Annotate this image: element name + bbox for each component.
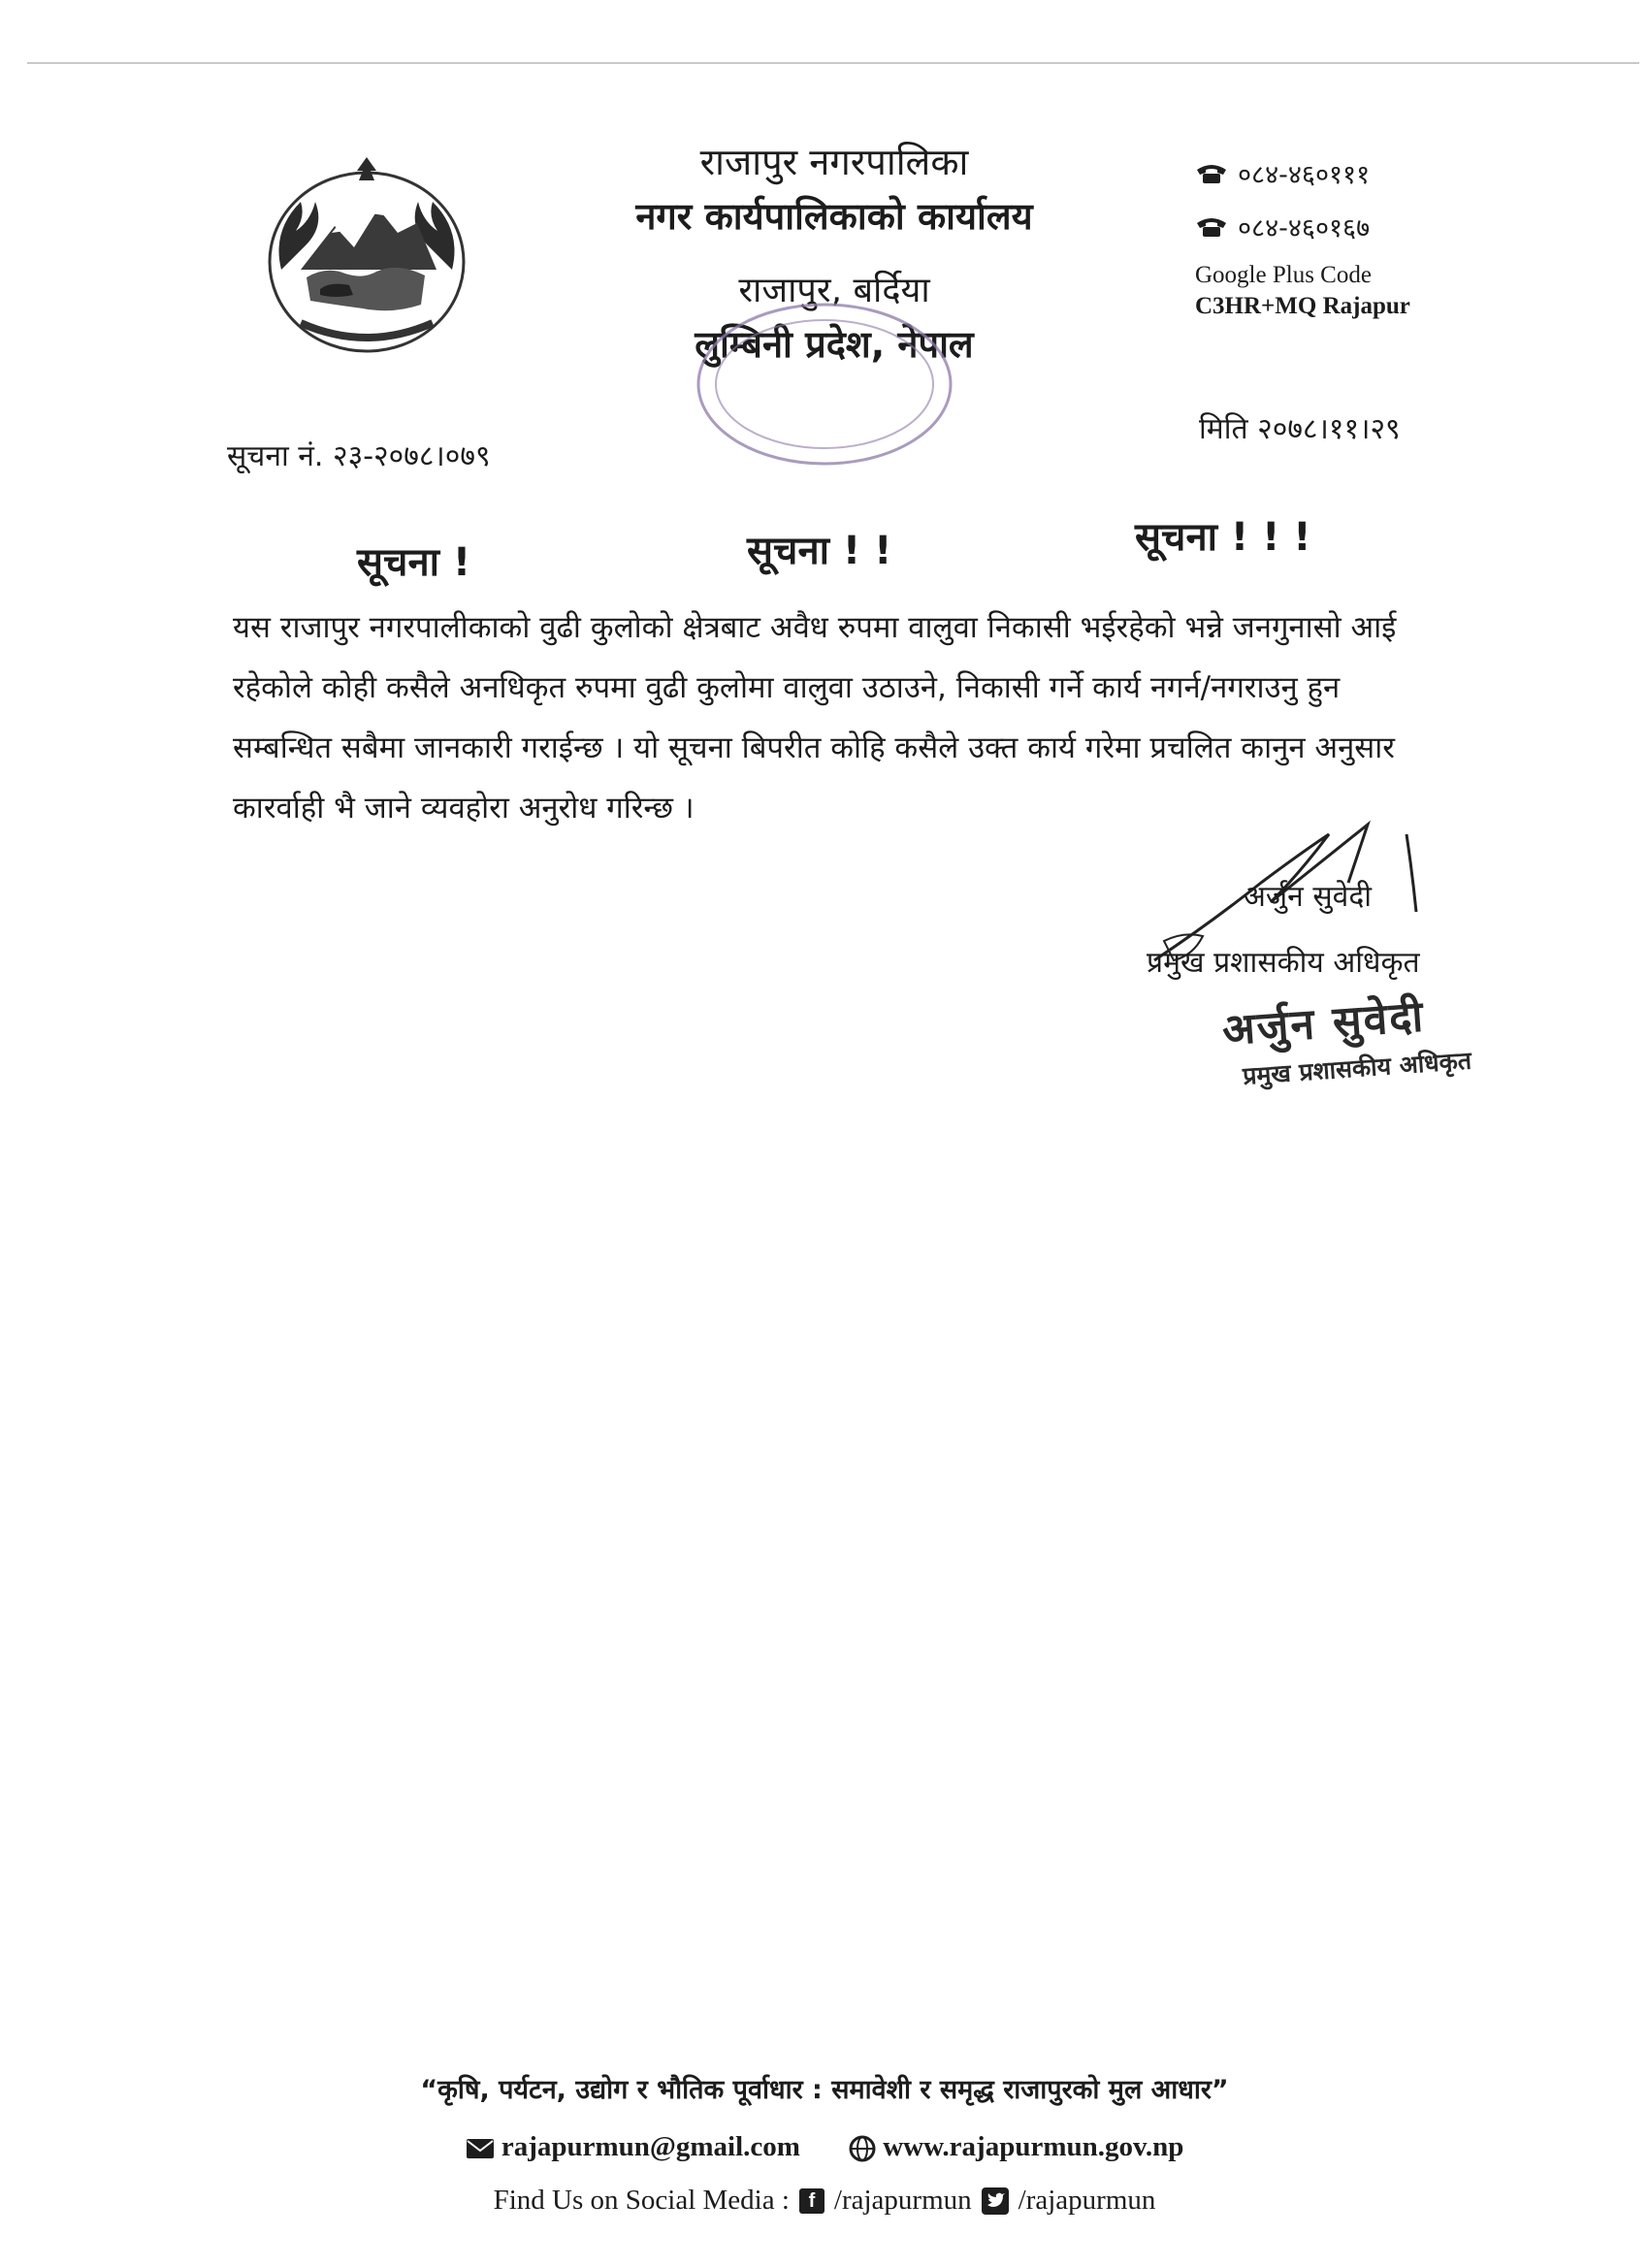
office-name: नगर कार्यपालिकाको कार्यालय [635,195,1033,238]
seal-title: प्रमुख प्रशासकीय अधिकृत [1242,1046,1472,1090]
office-location: राजापुर, बर्दिया [738,271,930,310]
email-contact[interactable] [466,2131,800,2163]
body-line: यस राजापुर नगरपालीकाको वुढी कुलोको क्षेत्रबाट अवैध रुपमा वालुवा निकासी भईरहेको भन्ने जनगुनासो आई [233,610,1397,645]
facebook-handle[interactable]: /rajapurmun [833,2185,972,2216]
phone-line-1 [1195,155,1564,191]
phone-number-2: ०८४-४६०१६७ [1238,213,1371,243]
top-rule [27,62,1639,64]
phone-number-1: ०८४-४६०१११ [1238,160,1371,190]
plus-code-label: Google Plus Code [1195,262,1372,288]
twitter-handle[interactable]: /rajapurmun [1018,2185,1156,2216]
seal-name: अर्जुन सुवेदी [1220,991,1427,1055]
website-url: www.rajapurmun.gov.np [883,2131,1184,2162]
notice-heading-2: सूचना ! ! [747,529,892,573]
footer-social [291,2185,1358,2217]
plus-code: C3HR+MQ Rajapur [1195,293,1410,319]
phone-icon [1195,215,1228,239]
contact-block [1195,155,1564,320]
notice-heading-3: सूचना ! ! ! [1135,515,1311,560]
website-link[interactable] [849,2131,1183,2163]
body-line: रहेकोले कोही कसैले अनधिकृत रुपमा वुढी कुलोमा वालुवा उठाउने, निकासी गर्ने कार्य नगर्न/नगराउनु हुन [233,670,1341,705]
body-line: कारर्वाही भै जाने व्यवहोरा अनुरोध गरिन्छ । [233,791,695,826]
signatory-name: अर्जुन सुवेदी [1244,880,1373,914]
office-province: लुम्बिनी प्रदेश, नेपाल [695,323,974,366]
globe-icon [849,2135,876,2162]
office-stamp-icon [679,287,970,481]
facebook-icon: f [799,2188,824,2214]
email-address: rajapurmun@gmail.com [501,2131,800,2162]
municipality-name: राजापुर नगरपालिका [699,141,969,183]
reference-number: सूचना नं. २३-२०७८।०७९ [227,439,491,473]
footer [291,2070,1358,2217]
envelope-icon [466,2138,495,2159]
footer-slogan: “कृषि, पर्यटन, उद्योग र भौतिक पूर्वाधार : समावेशी र समृद्ध राजापुरको मुल आधार” [420,2075,1229,2105]
twitter-icon [982,2187,1009,2215]
notice-heading-1: सूचना ! [357,540,471,585]
footer-links [291,2131,1358,2163]
phone-icon [1195,162,1228,185]
notice-date: मिति २०७८।११।२९ [1199,412,1401,446]
phone-line-2 [1195,209,1564,244]
nepal-emblem-icon [242,153,491,367]
social-label: Find Us on Social Media : [493,2185,790,2216]
body-line: सम्बन्धित सबैमा जानकारी गराईन्छ । यो सूचना बिपरीत कोहि कसैले उक्त कार्य गरेमा प्रचलित कानुन अनुसार [233,730,1395,765]
signatory-title: प्रमुख प्रशासकीय अधिकृत [1147,946,1420,980]
